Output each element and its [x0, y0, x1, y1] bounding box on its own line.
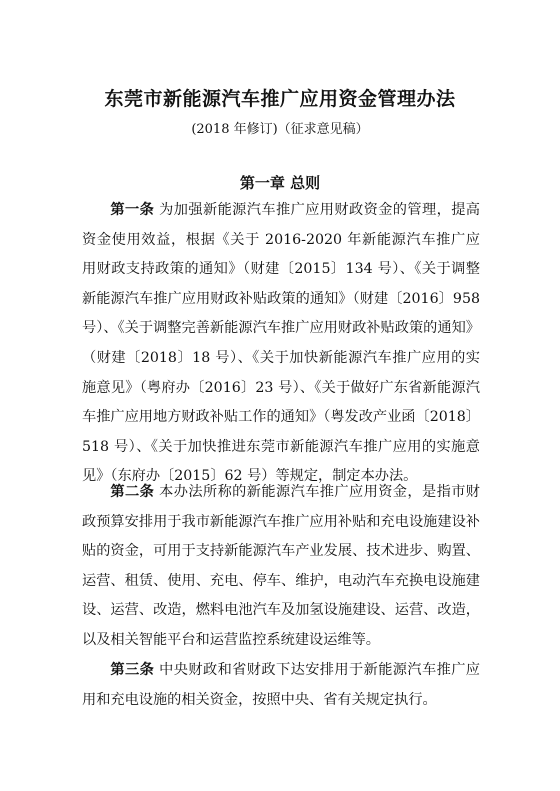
- article-2-text: 本办法所称的新能源汽车推广应用资金，是指市财政预算安排用于我市新能源汽车推广应用补贴和充电设施建设补贴的资金，可用于支持新能源汽车产业发展、技术进步、购置、运营、租赁、使用、充电、停车、维护，电动汽车充换电设施建设、运营、改造，燃料电池汽车及加氢设施建设、运营、改造，以及相关智能平台和运营监控系统建设运维等。: [82, 484, 480, 648]
- article-3-text: 中央财政和省财政下达安排用于新能源汽车推广应用和充电设施的相关资金，按照中央、省有关规定执行。: [82, 662, 480, 708]
- document-title: 东莞市新能源汽车推广应用资金管理办法: [104, 88, 456, 110]
- article-3: [82, 656, 480, 715]
- article-1-text: 为加强新能源汽车推广应用财政资金的管理，提高资金使用效益，根据《关于 2016-2020 年新能源汽车推广应用财政支持政策的通知》（财建〔2015〕134 号）、《关于调整新能源汽车推广应用财政补贴政策的通知》（财建〔2016〕958号）、《关于调整完善新能源汽车推广应用财政补贴政策的通知》（财建〔2018〕18 号）、《关于加快新能源汽车推广应用的实施意见》（粤府办〔2016〕23 号）、《关于做好广东省新能源汽车推广应用地方财政补贴工作的通知》（粤发改产业函〔2018〕518 号）、《关于加快推进东莞市新能源汽车推广应用的实施意见》（东府办〔2015〕62 号）等规定，制定本办法。: [82, 202, 480, 485]
- chapter-heading: 第一章 总则: [239, 174, 321, 192]
- article-1: [82, 196, 480, 492]
- article-3-label: 第三条: [110, 662, 155, 678]
- document-subtitle: (2018 年修订)（征求意见稿）: [191, 122, 369, 137]
- article-1-label: 第一条: [110, 202, 155, 218]
- article-2-label: 第二条: [110, 484, 155, 500]
- article-2: [82, 478, 480, 656]
